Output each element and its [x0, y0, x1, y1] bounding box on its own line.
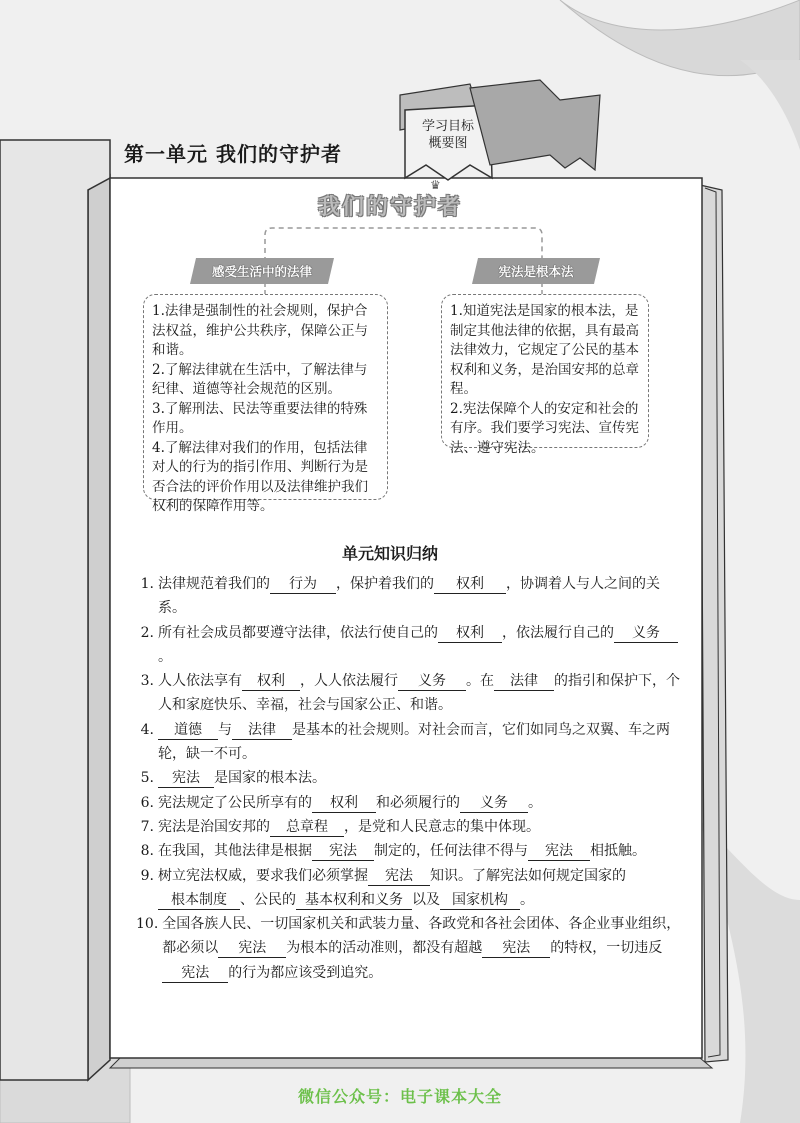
objective-point: 1.知道宪法是国家的根本法，是制定其他法律的依据，具有最高法律效力，它规定了公民的基本权利和义务，是治国安邦的总章程。	[450, 303, 639, 397]
item-text-segment: 。	[520, 891, 534, 908]
fill-blank-answer: 宪法	[218, 939, 286, 958]
item-text-segment: 是国家的根本法。	[214, 770, 326, 787]
item-text	[158, 718, 686, 767]
item-number: 4.	[140, 721, 154, 738]
summary-item	[136, 839, 686, 863]
mindmap-title: 我们的守护者	[317, 195, 462, 220]
item-text-segment: ，依法履行自己的	[502, 624, 614, 641]
fill-blank-answer: 宪法	[528, 842, 590, 861]
item-text-segment: 的指引和保护下，个人和家庭快乐、幸福，社会与国家公正、和谐。	[158, 673, 680, 714]
fill-blank-answer: 义务	[460, 794, 528, 813]
ribbon-label	[412, 118, 484, 152]
objective-point: 3.了解刑法、民法等重要法律的特殊作用。	[152, 400, 368, 436]
item-text	[158, 839, 686, 863]
left-objectives-box	[143, 294, 388, 514]
item-text-segment: ，是党和人民意志的集中体现。	[344, 818, 540, 835]
item-number: 9.	[140, 867, 154, 884]
summary-item	[136, 621, 686, 670]
item-text	[162, 912, 686, 985]
fill-blank-answer: 宪法	[158, 769, 214, 788]
item-text-segment: 法律规范着我们的	[158, 576, 270, 592]
fill-blank-answer: 法律	[232, 721, 292, 740]
item-text-segment: 。	[528, 794, 542, 811]
item-text-segment: 的特权，一切违反	[550, 940, 663, 957]
item-text-segment: 知识。了解宪法如何规定国家的	[430, 867, 626, 884]
item-number: 5.	[140, 770, 154, 787]
fill-blank-answer: 宪法	[482, 939, 550, 958]
item-text	[158, 669, 686, 718]
item-text-segment: 相抵触。	[590, 843, 646, 860]
book-page-stack-right	[700, 185, 728, 1062]
objective-point: 1.法律是强制性的社会规则，保护合法权益，维护公共秩序，保障公正与和谐。	[152, 303, 368, 358]
item-text-segment: 。在	[466, 673, 494, 690]
item-text	[158, 766, 686, 790]
item-text-segment: 全国各族人民、一切国家机关和武装力量、各政党和各社会团体、各企业事业组织，都必须以	[162, 916, 681, 957]
item-text-segment: 宪法规定了公民所享有的	[158, 794, 312, 811]
item-text-segment: 为根本的活动准则，都没有超越	[286, 940, 483, 957]
item-text	[158, 791, 686, 815]
right-objectives-box	[441, 294, 649, 456]
ribbon-bookmark-dark	[470, 80, 600, 170]
objective-point: 2.宪法保障个人的安定和社会的有序。我们要学习宪法、宣传宪法、遵守宪法。	[450, 400, 639, 456]
fill-blank-answer: 法律	[494, 672, 554, 691]
summary-title: 单元知识归纳	[341, 544, 438, 563]
objective-point: 4.了解法律对我们的作用，包括法律对人的行为的指引作用、判断行为是否合法的评价作用以及法律维护我们权利的保障作用等。	[152, 439, 368, 514]
item-text-segment: 在我国，其他法律是根据	[158, 843, 312, 860]
fill-blank-answer: 权利	[312, 794, 376, 813]
item-text	[158, 864, 686, 913]
fill-blank-answer: 义务	[398, 672, 466, 691]
item-text	[158, 815, 686, 839]
summary-item	[136, 766, 686, 790]
fill-blank-answer: 宪法	[368, 867, 430, 886]
item-text-segment: 与	[218, 721, 232, 738]
item-text-segment: 所有社会成员都要遵守法律，依法行使自己的	[158, 624, 438, 641]
item-text-segment: 和必须履行的	[376, 794, 460, 811]
ribbon-label-line2: 概要图	[428, 136, 468, 151]
item-number: 6.	[140, 794, 154, 811]
item-text-segment: 制定的，任何法律不得与	[374, 843, 528, 860]
fill-blank-answer: 义务	[614, 624, 678, 643]
fill-blank-answer: 国家机构	[440, 891, 520, 910]
fill-blank-answer: 权利	[434, 575, 506, 594]
item-text-segment: 。	[158, 648, 172, 665]
item-text-segment: ，人人依法履行	[300, 673, 398, 690]
item-text	[158, 572, 686, 621]
summary-item	[136, 864, 686, 913]
fill-blank-answer: 总章程	[270, 818, 344, 837]
item-number: 7.	[140, 818, 154, 835]
fill-blank-answer: 行为	[270, 575, 336, 594]
summary-item	[136, 669, 686, 718]
objective-point: 2.了解法律就在生活中，了解法律与纪律、道德等社会规范的区别。	[152, 361, 368, 397]
fill-blank-answer: 权利	[438, 624, 502, 643]
fill-blank-answer: 权利	[242, 672, 300, 691]
branch-label-left: 感受生活中的法律	[211, 264, 312, 279]
item-number: 2.	[140, 624, 154, 641]
unit-title: 第一单元 我们的守护者	[124, 142, 342, 166]
item-text-segment: ，保护着我们的	[336, 576, 434, 592]
item-text-segment: 人人依法享有	[158, 673, 242, 690]
summary-item	[136, 912, 686, 985]
item-text-segment: 宪法是治国安邦的	[158, 818, 270, 835]
fill-blank-answer: 宪法	[312, 842, 374, 861]
crown-icon: ♛	[430, 178, 441, 192]
branch-label-right: 宪法是根本法	[498, 264, 574, 279]
summary-item	[136, 572, 686, 621]
item-text-segment: 是基本的社会规则。对社会而言，它们如同鸟之双翼、车之两轮，缺一不可。	[158, 721, 670, 763]
item-number: 10.	[136, 916, 159, 933]
summary-item	[136, 791, 686, 815]
summary-item	[136, 718, 686, 767]
item-text-segment: 、公民的	[240, 891, 296, 908]
item-text-segment: ，协调着人与人之间的关系。	[158, 576, 660, 617]
item-number: 1.	[140, 576, 154, 592]
fill-blank-answer: 宪法	[162, 964, 228, 983]
item-number: 3.	[140, 673, 154, 690]
knowledge-summary-list	[136, 572, 686, 985]
item-text-segment: 以及	[412, 891, 440, 908]
item-text-segment: 的行为都应该受到追究。	[228, 964, 383, 981]
item-number: 8.	[140, 843, 154, 860]
item-text	[158, 621, 686, 670]
ribbon-label-line1: 学习目标	[421, 119, 474, 134]
footer-watermark: 微信公众号：电子课本大全	[297, 1087, 502, 1106]
book-back-page	[88, 175, 110, 1080]
item-text-segment: 树立宪法权威，要求我们必须掌握	[158, 867, 368, 884]
fill-blank-answer: 道德	[158, 721, 218, 740]
summary-item	[136, 815, 686, 839]
fill-blank-answer: 根本制度	[158, 891, 240, 910]
fill-blank-answer: 基本权利和义务	[296, 891, 412, 910]
